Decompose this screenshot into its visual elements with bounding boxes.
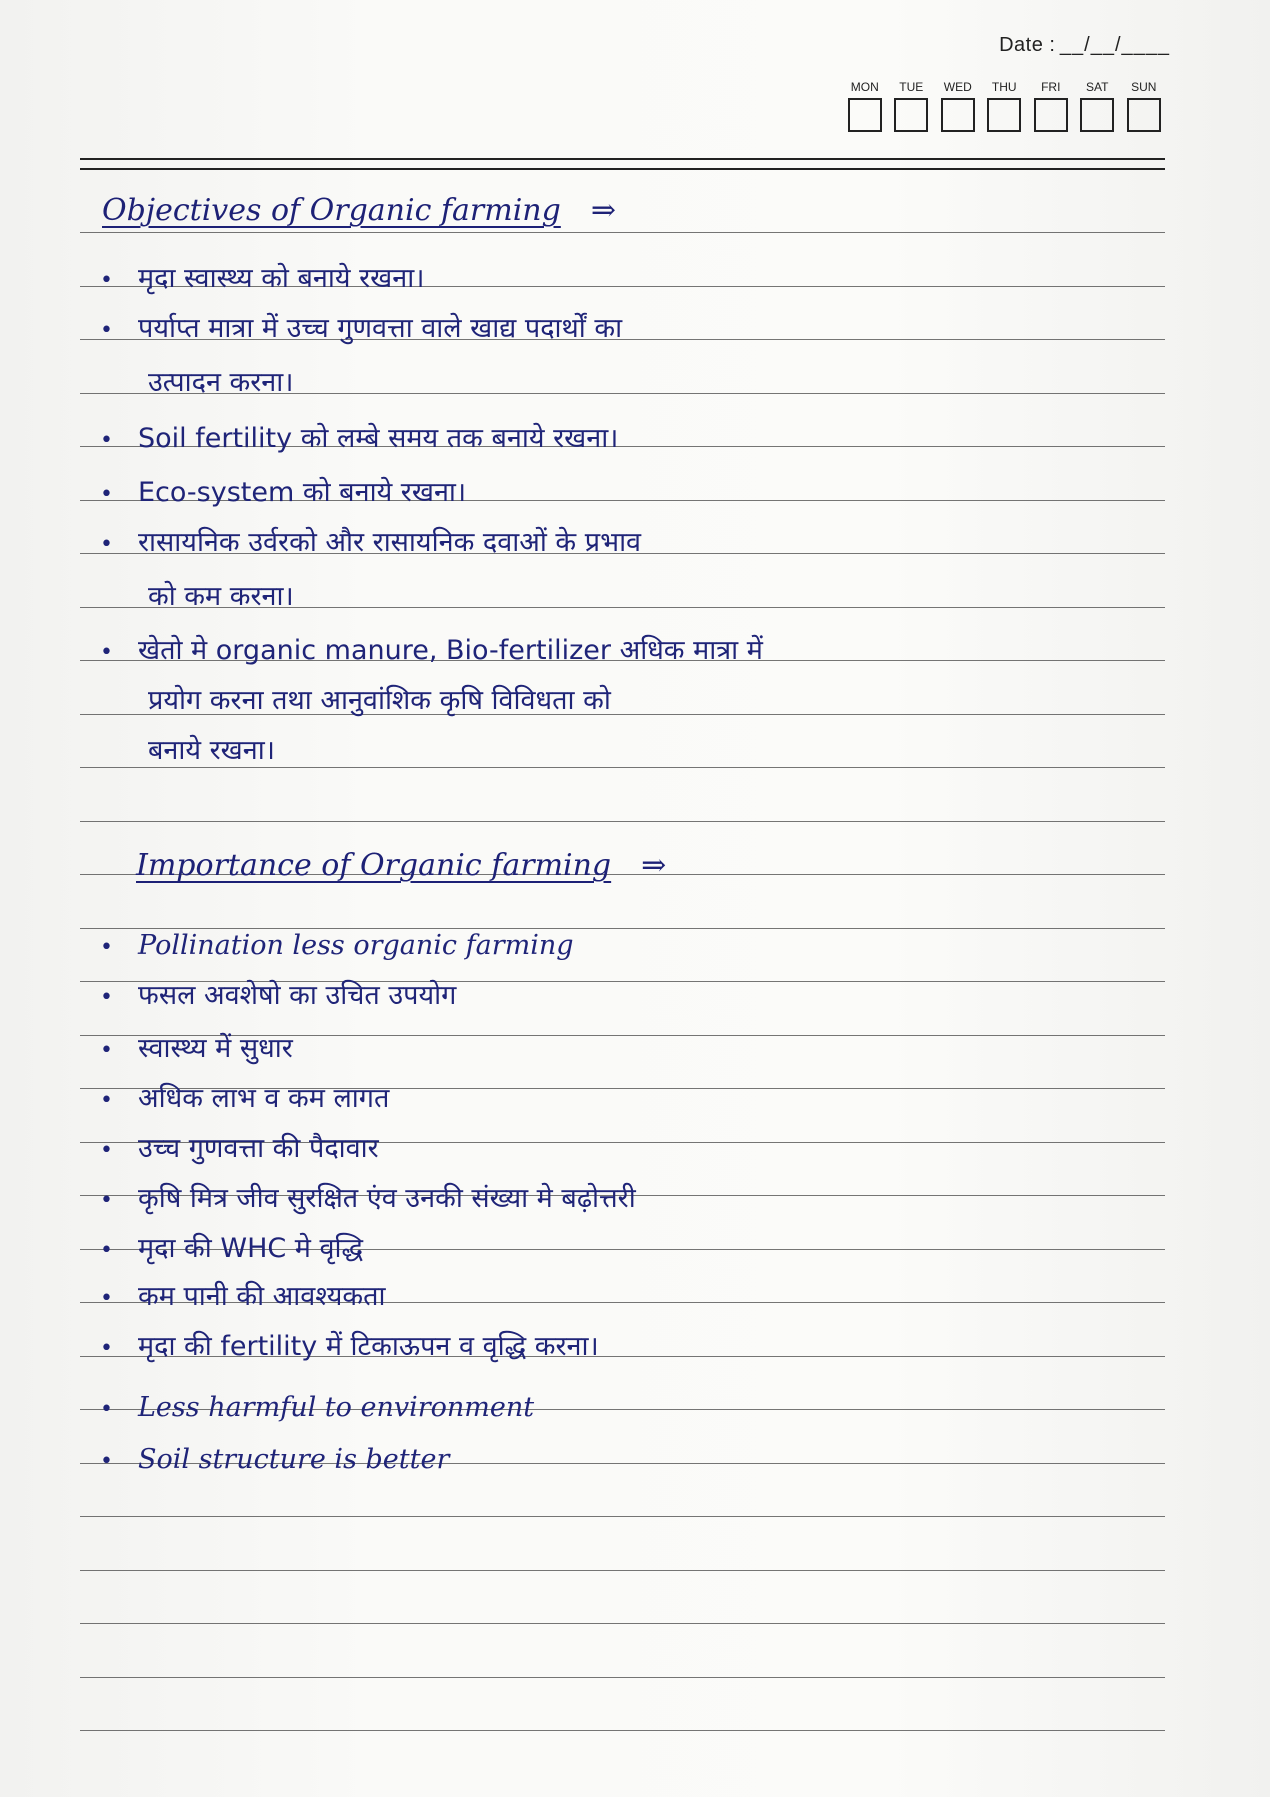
ruled-line (80, 767, 1165, 768)
objective-text: Eco-system को बनाये रखना। (138, 477, 467, 508)
day-checkbox (894, 98, 928, 132)
arrow-icon: ⇒ (641, 848, 667, 883)
importance-text: मृदा की fertility में टिकाऊपन व वृद्धि करना। (138, 1331, 599, 1362)
importance-item (100, 1276, 386, 1313)
header-rule (80, 168, 1165, 170)
day-mon (842, 80, 889, 132)
day-sat (1074, 80, 1121, 132)
objective-text-continued: प्रयोग करना तथा आनुवांशिक कृषि विविधता को (148, 685, 611, 716)
importance-text: Soil structure is better (138, 1444, 450, 1475)
importance-text: उच्च गुणवत्ता की पैदावार (138, 1133, 379, 1164)
bullet-icon: • (100, 935, 113, 960)
day-wed (935, 80, 982, 132)
date-slots: __/__/____ (1059, 34, 1170, 56)
importance-text: मृदा की WHC मे वृद्धि (138, 1233, 364, 1264)
importance-item (100, 1078, 389, 1115)
bullet-icon: • (100, 1238, 113, 1263)
day-checkbox (1127, 98, 1161, 132)
objective-item (100, 522, 641, 559)
day-label: TUE (899, 80, 924, 94)
objective-text-continued: बनाये रखना। (148, 735, 275, 766)
objective-item (100, 472, 466, 509)
day-sun (1121, 80, 1168, 132)
importance-item (100, 975, 456, 1012)
day-label: SUN (1131, 80, 1157, 94)
bullet-icon: • (100, 268, 113, 293)
bullet-icon: • (100, 532, 113, 557)
day-thu (981, 80, 1028, 132)
ruled-line (80, 1623, 1165, 1624)
day-checkbox (987, 98, 1021, 132)
importance-item (100, 1178, 636, 1215)
importance-item (100, 1326, 599, 1363)
importance-item (100, 1228, 363, 1265)
day-label: MON (850, 80, 879, 94)
ruled-line (80, 232, 1165, 233)
day-label: WED (943, 80, 972, 94)
bullet-icon: • (100, 640, 113, 665)
objective-item (100, 308, 622, 345)
bullet-icon: • (100, 482, 113, 507)
day-label: FRI (1041, 80, 1061, 94)
objective-text: मृदा स्वास्थ्य को बनाये रखना। (138, 263, 425, 294)
arrow-icon: ⇒ (590, 193, 616, 228)
objective-item (100, 258, 424, 295)
ruled-line (80, 1570, 1165, 1571)
objective-text-continued: उत्पादन करना। (148, 367, 294, 398)
bullet-icon: • (100, 1188, 113, 1213)
date-label: Date : (999, 34, 1056, 56)
importance-item (100, 930, 574, 961)
day-checkbox (848, 98, 882, 132)
ruled-line (80, 821, 1165, 822)
objective-text: Soil fertility को लम्बे समय तक बनाये रखना। (138, 423, 619, 454)
importance-item (100, 1128, 379, 1165)
objective-text: पर्याप्त मात्रा में उच्च गुणवत्ता वाले खाद्य पदार्थों का (138, 313, 623, 344)
header-rule (80, 158, 1165, 160)
day-checkbox (1080, 98, 1114, 132)
objectives-heading (102, 193, 616, 228)
importance-text: Less harmful to environment (138, 1392, 535, 1423)
importance-heading-text: Importance of Organic farming (136, 848, 612, 883)
bullet-icon: • (100, 1336, 113, 1361)
importance-item (100, 1028, 293, 1065)
day-checkbox (1034, 98, 1068, 132)
importance-heading (136, 848, 666, 883)
importance-text: कृषि मित्र जीव सुरक्षित एंव उनकी संख्या मे बढ़ोत्तरी (138, 1183, 636, 1214)
objective-text: खेतो मे organic manure, Bio-fertilizer अधिक मात्रा में (138, 635, 763, 666)
objective-item (100, 418, 618, 455)
importance-text: अधिक लाभ व कम लागत (138, 1083, 390, 1114)
bullet-icon: • (100, 1449, 113, 1474)
objective-text: रासायनिक उर्वरको और रासायनिक दवाओं के प्रभाव (138, 527, 642, 558)
importance-item (100, 1392, 534, 1423)
bullet-icon: • (100, 1138, 113, 1163)
bullet-icon: • (100, 1397, 113, 1422)
bullet-icon: • (100, 1038, 113, 1063)
day-label: THU (991, 80, 1017, 94)
objective-text-continued: को कम करना। (148, 581, 294, 612)
ruled-line (80, 1677, 1165, 1678)
ruled-line (80, 1516, 1165, 1517)
importance-text: कम पानी की आवश्यकता (138, 1281, 386, 1312)
objectives-heading-text: Objectives of Organic farming (102, 193, 561, 228)
importance-text: Pollination less organic farming (138, 930, 574, 961)
ruled-line (80, 928, 1165, 929)
day-fri (1028, 80, 1075, 132)
bullet-icon: • (100, 1286, 113, 1311)
ruled-line (80, 1730, 1165, 1731)
day-tue (888, 80, 935, 132)
importance-text: फसल अवशेषो का उचित उपयोग (138, 980, 457, 1011)
bullet-icon: • (100, 428, 113, 453)
importance-text: स्वास्थ्य में सुधार (138, 1033, 293, 1064)
day-label: SAT (1086, 80, 1109, 94)
bullet-icon: • (100, 1088, 113, 1113)
weekday-selector (842, 80, 1168, 132)
bullet-icon: • (100, 985, 113, 1010)
importance-item (100, 1444, 449, 1475)
day-checkbox (941, 98, 975, 132)
bullet-icon: • (100, 318, 113, 343)
date-field (999, 34, 1170, 57)
objective-item (100, 630, 763, 667)
